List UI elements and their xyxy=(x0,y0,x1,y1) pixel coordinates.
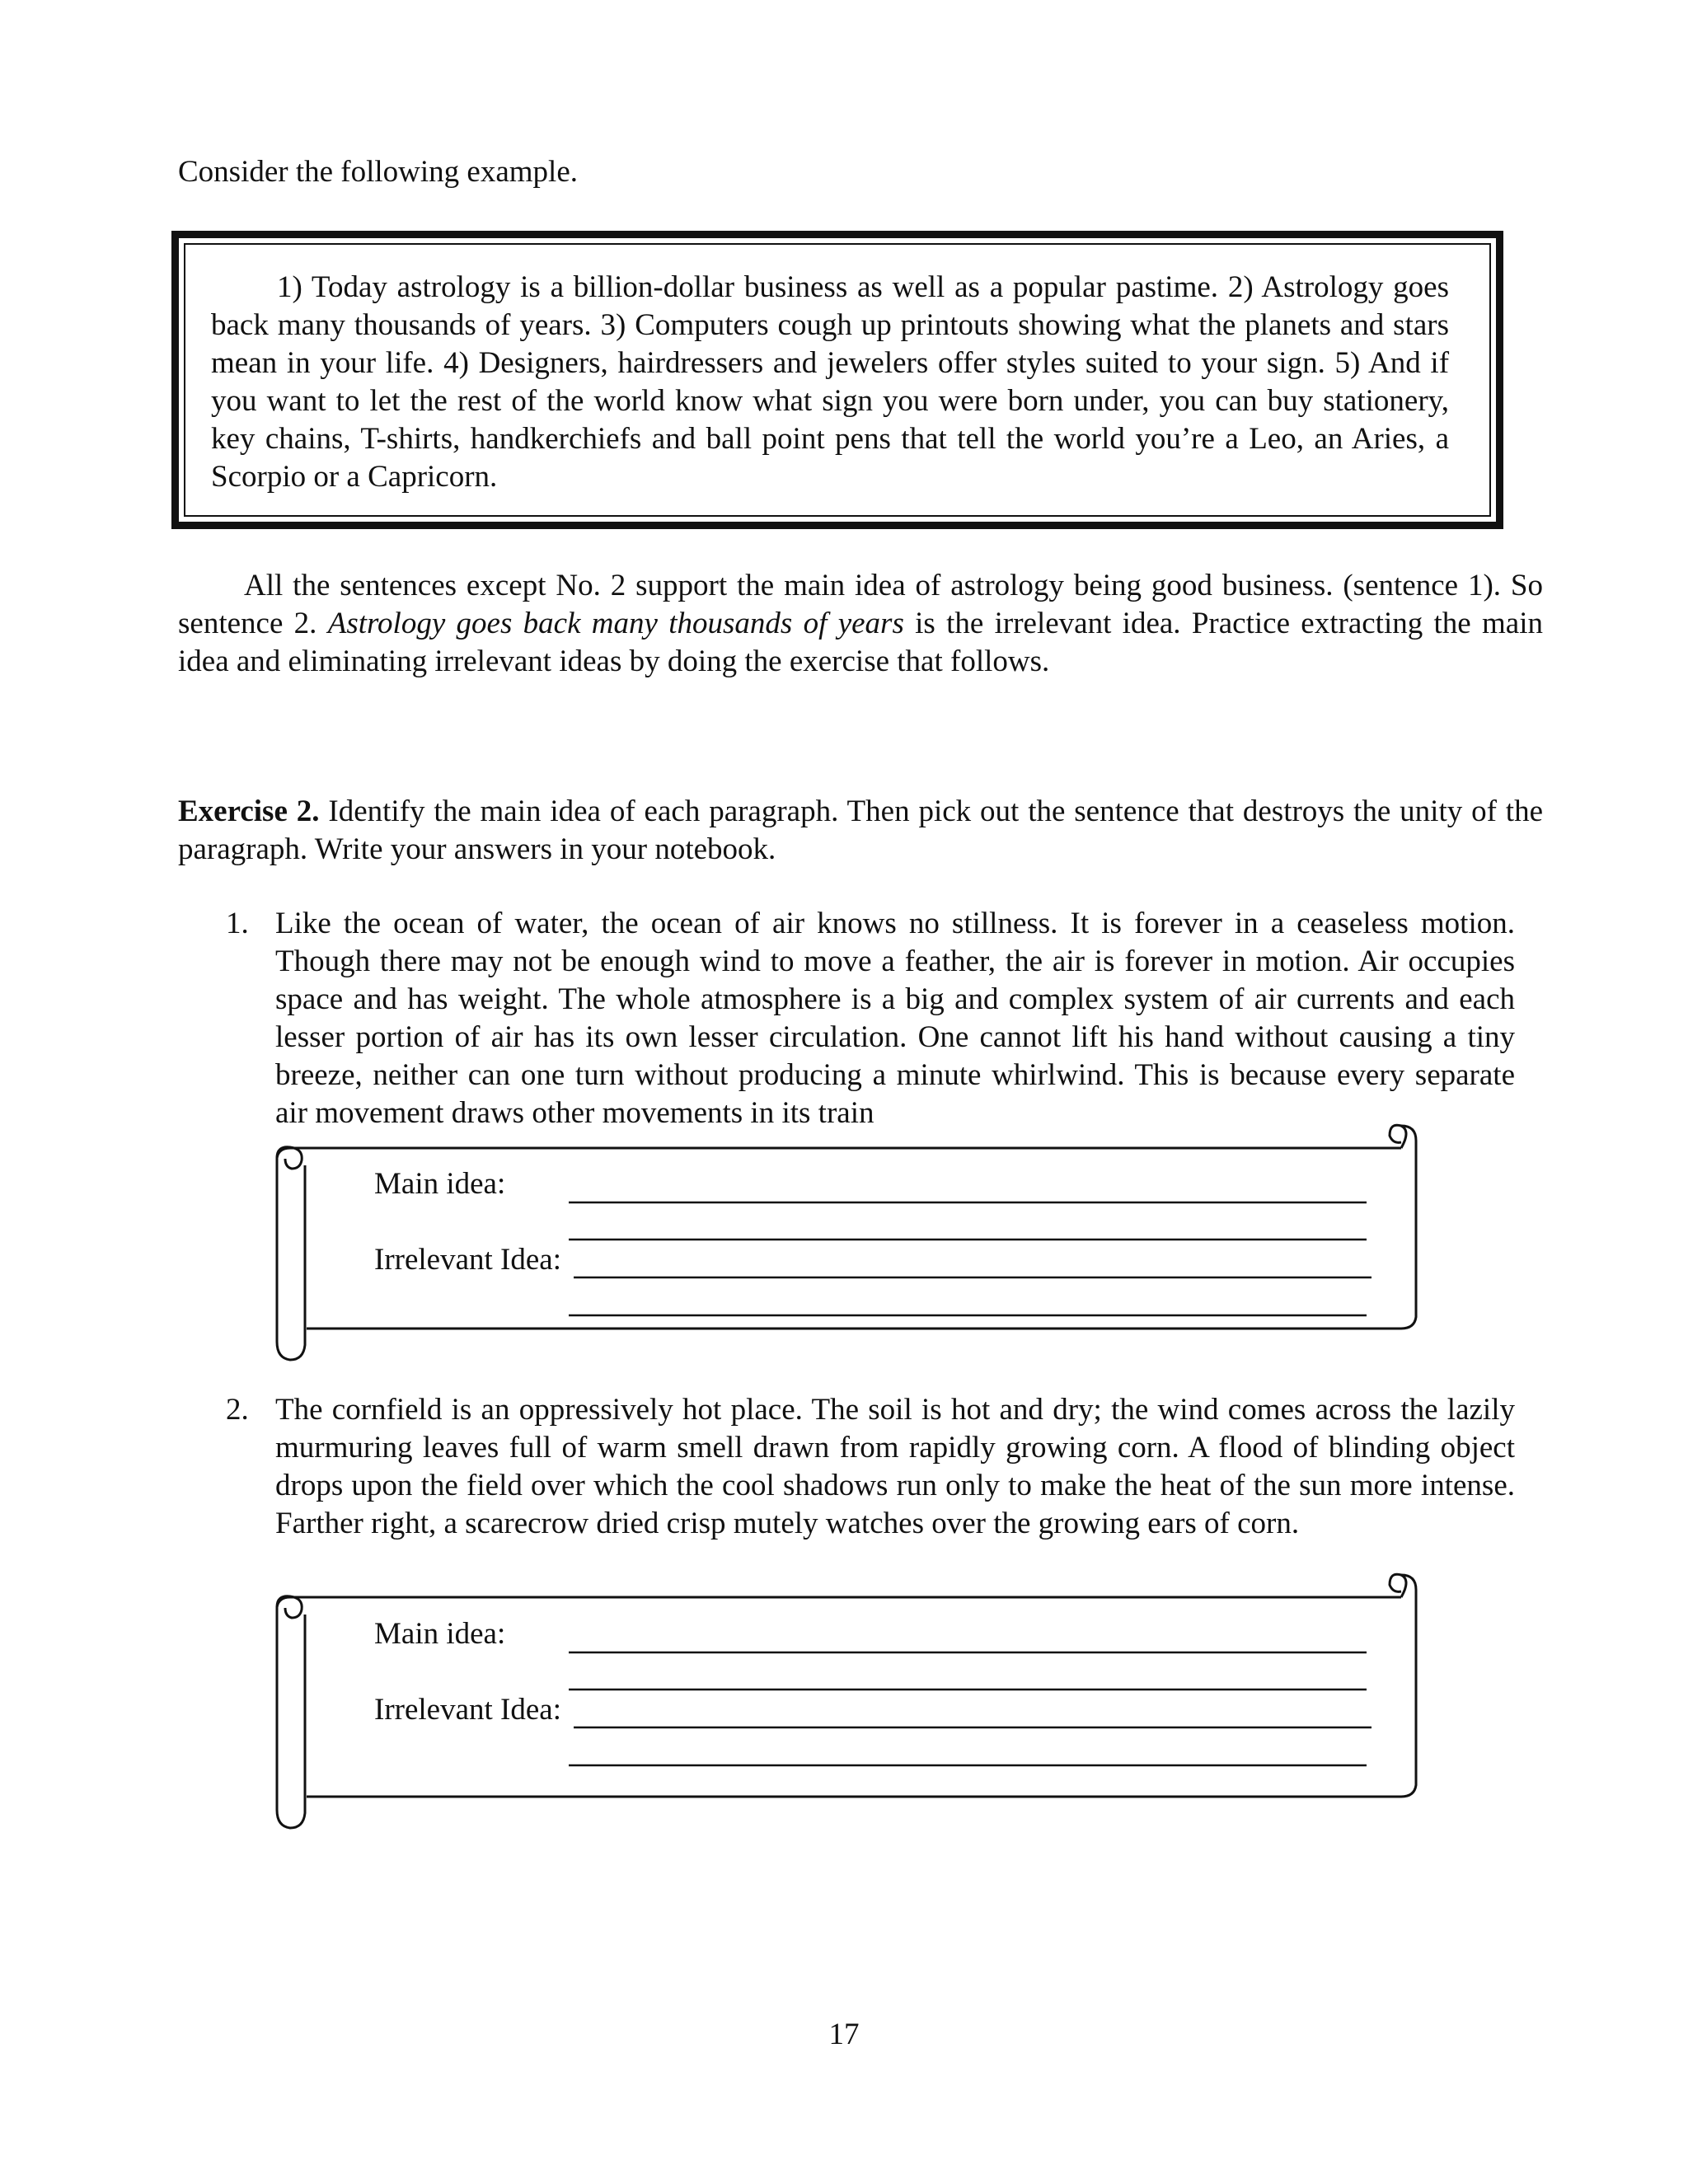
item-1-main-idea-label: Main idea: xyxy=(374,1167,506,1201)
item-1-irrelevant-idea-label: Irrelevant Idea: xyxy=(374,1243,561,1277)
example-paragraph xyxy=(211,269,1449,496)
example-sentence-1: 1) Today astrology is a billion-dollar business as well as a popular pastime. xyxy=(277,270,1219,304)
intro-text: Consider the following example. xyxy=(178,155,579,189)
item-1-paragraph: Like the ocean of water, the ocean of air knows no stillness. It is forever in a ceaseless motion. Though there may not be enough wind to move a feather, the air is forever in motion. Air occupies space and has weight. The whole atmosphere is a big and complex system of air currents and each lesser portion of air has its own lesser circulation. One cannot lift his hand without causing a tiny breeze, neither can one turn without producing a minute whirlwind. This is because every separate air movement draws other movements in its train xyxy=(275,907,1515,1130)
exercise-instruction-text: Identify the main idea of each paragraph. Then pick out the sentence that destroys the unity of the paragraph. Write your answers in your notebook. xyxy=(178,794,1543,866)
analysis-italic-sentence: Astrology goes back many thousands of years xyxy=(327,607,904,640)
example-sentence-3: 3) Computers cough up printouts showing what the planets and stars mean in your life. xyxy=(211,308,1449,380)
item-1-number: 1. xyxy=(226,907,249,940)
item-2-paragraph: The cornfield is an oppressively hot place. The soil is hot and dry; the wind comes across the lazily murmuring leaves full of warm smell drawn from rapidly growing corn. A flood of blinding object drops upon the field over which the cool shadows run only to make the heat of the sun more intense. Farther right, a scarecrow dried crisp mutely watches over the growing ears of corn. xyxy=(275,1393,1515,1540)
example-sentence-2: 2) Astrology goes back many thousands of years. xyxy=(211,270,1449,342)
item-2-main-idea-label: Main idea: xyxy=(374,1617,506,1651)
exercise-instruction xyxy=(178,793,1543,869)
example-sentence-4: 4) Designers, hairdressers and jewelers offer styles suited to your sign. xyxy=(443,346,1325,380)
analysis-part-1: All the sentences except No. 2 support the main idea of astrology being good business. (sentence 1). So sentence 2. xyxy=(178,569,1543,640)
item-2-irrelevant-idea-label: Irrelevant Idea: xyxy=(374,1693,561,1727)
example-sentence-5: 5) And if you want to let the rest of the world know what sign you were born under, you can buy stationery, key chains, T-shirts, handkerchiefs and ball point pens that tell the world you’re a Leo, an Aries, a Scorpio or a Capricorn. xyxy=(211,346,1450,494)
analysis-part-2: is the irrelevant idea. Practice extracting the main idea and eliminating irrelevant ideas by doing the exercise that follows. xyxy=(178,607,1544,678)
analysis-paragraph xyxy=(178,567,1543,681)
exercise-label: Exercise 2. xyxy=(178,794,320,828)
page-number: 17 xyxy=(828,2018,860,2051)
item-2-number: 2. xyxy=(226,1393,249,1427)
